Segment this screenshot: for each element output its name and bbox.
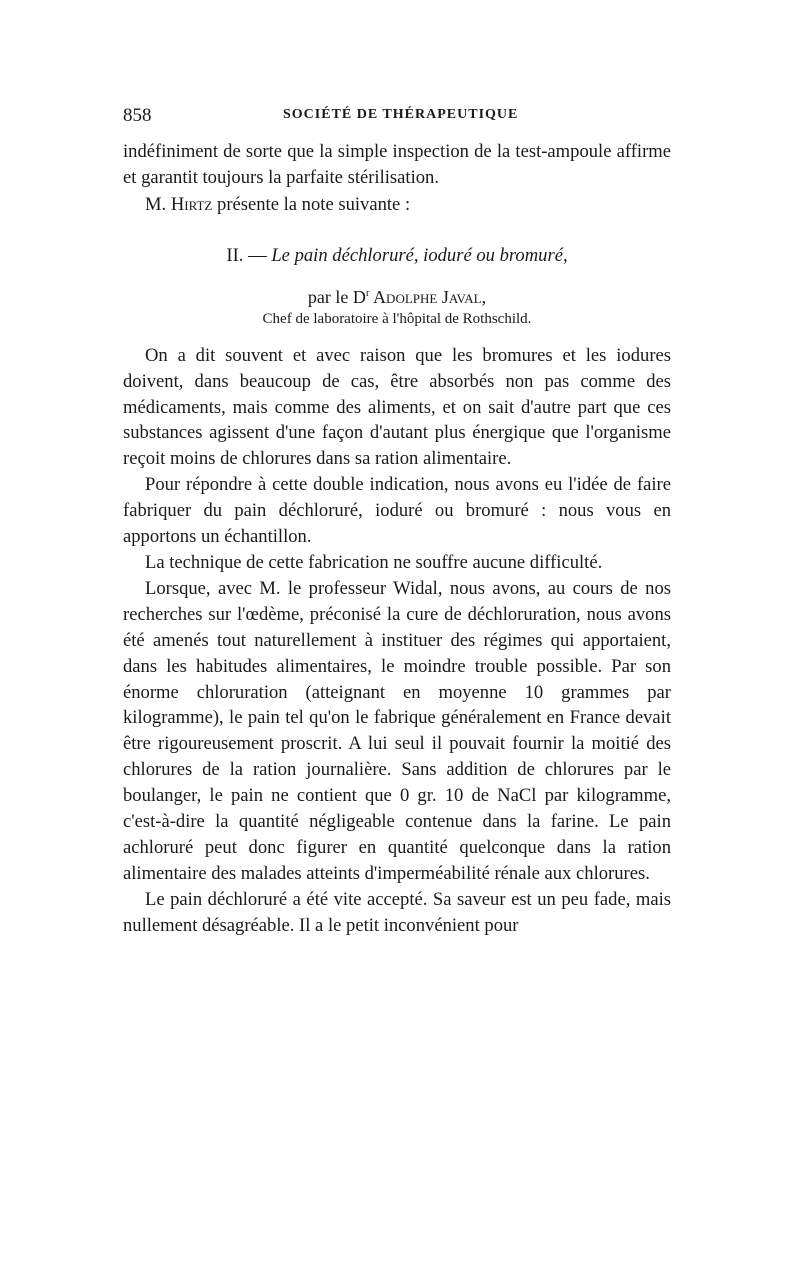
body-paragraph-4: Lorsque, avec M. le professeur Widal, nous avons, au cours de nos recherches sur l'œdème, préconisé la cure de déchloruration, nous avons été amenés tout naturellement à instituer des régimes qui apportaient, dans les habitudes alimentaires, le moindre trouble possible. Par son énorme chloruration (atteignant en moyenne 10 grammes par kilogramme), le pain tel qu'on le fabrique généralement en France devait être rigoureusement proscrit. A lui seul il pouvait fournir la moitié des chlorures de la ration journalière. Sans addition de chlorures par le boulanger, le pain ne contient que 0 gr. 10 de NaCl par kilogramme, c'est-à-dire la quantité négligeable contenue dans la farine. Le pain achloruré peut donc figurer en quantité quelconque dans la ration alimentaire des malades atteints d'imperméabilité rénale aux chlorures. (123, 577, 671, 884)
body-paragraph-5: Le pain déchloruré a été vite accepté. Sa saveur est un peu fade, mais nullement désagréable. Il a le petit inconvénient pour (123, 888, 671, 936)
continued-paragraph: indéfiniment de sorte que la simple inspection de la test-ampoule affirme et garantit toujours la parfaite stérilisation. (123, 141, 671, 188)
byline-prefix: par le D (307, 286, 366, 307)
body-paragraph-1: On a dit souvent et avec raison que les bromures et les iodures doivent, dans beaucoup de cas, être absorbés non pas comme des médicaments, mais comme des aliments, et on sait d'autre part que ces substances agissent d'une façon d'autant plus énergique que l'organisme reçoit moins de chlorures dans sa ration alimentaire. (123, 344, 671, 470)
announcement-paragraph (123, 192, 671, 218)
page-number: 858 (123, 105, 152, 126)
author-affiliation: Chef de laboratoire à l'hôpital de Rothschild. (262, 310, 532, 327)
article-number: II. — (226, 244, 272, 266)
byline-superscript: r (365, 286, 370, 299)
body-paragraph-3: La technique de cette fabrication ne souffre aucune difficulté. (145, 551, 603, 573)
running-header (123, 105, 671, 139)
announcement-text: présente la note suivante : (212, 193, 411, 215)
article-title-text: Le pain déchloruré, ioduré ou bromuré, (271, 244, 568, 266)
body-paragraph-2: Pour répondre à cette double indication, nous avons eu l'idée de faire fabriquer du pain déchloruré, ioduré ou bromuré : nous vous en apportons un échantillon. (123, 474, 671, 548)
byline-author: Adolphe Javal, (369, 286, 487, 307)
document-page (123, 105, 671, 939)
running-title: SOCIÉTÉ DE THÉRAPEUTIQUE (283, 107, 519, 122)
article-title (123, 243, 671, 269)
announcement-prefix: M. (145, 193, 171, 215)
article-byline (123, 285, 671, 309)
announcement-author: Hirtz (170, 193, 213, 215)
